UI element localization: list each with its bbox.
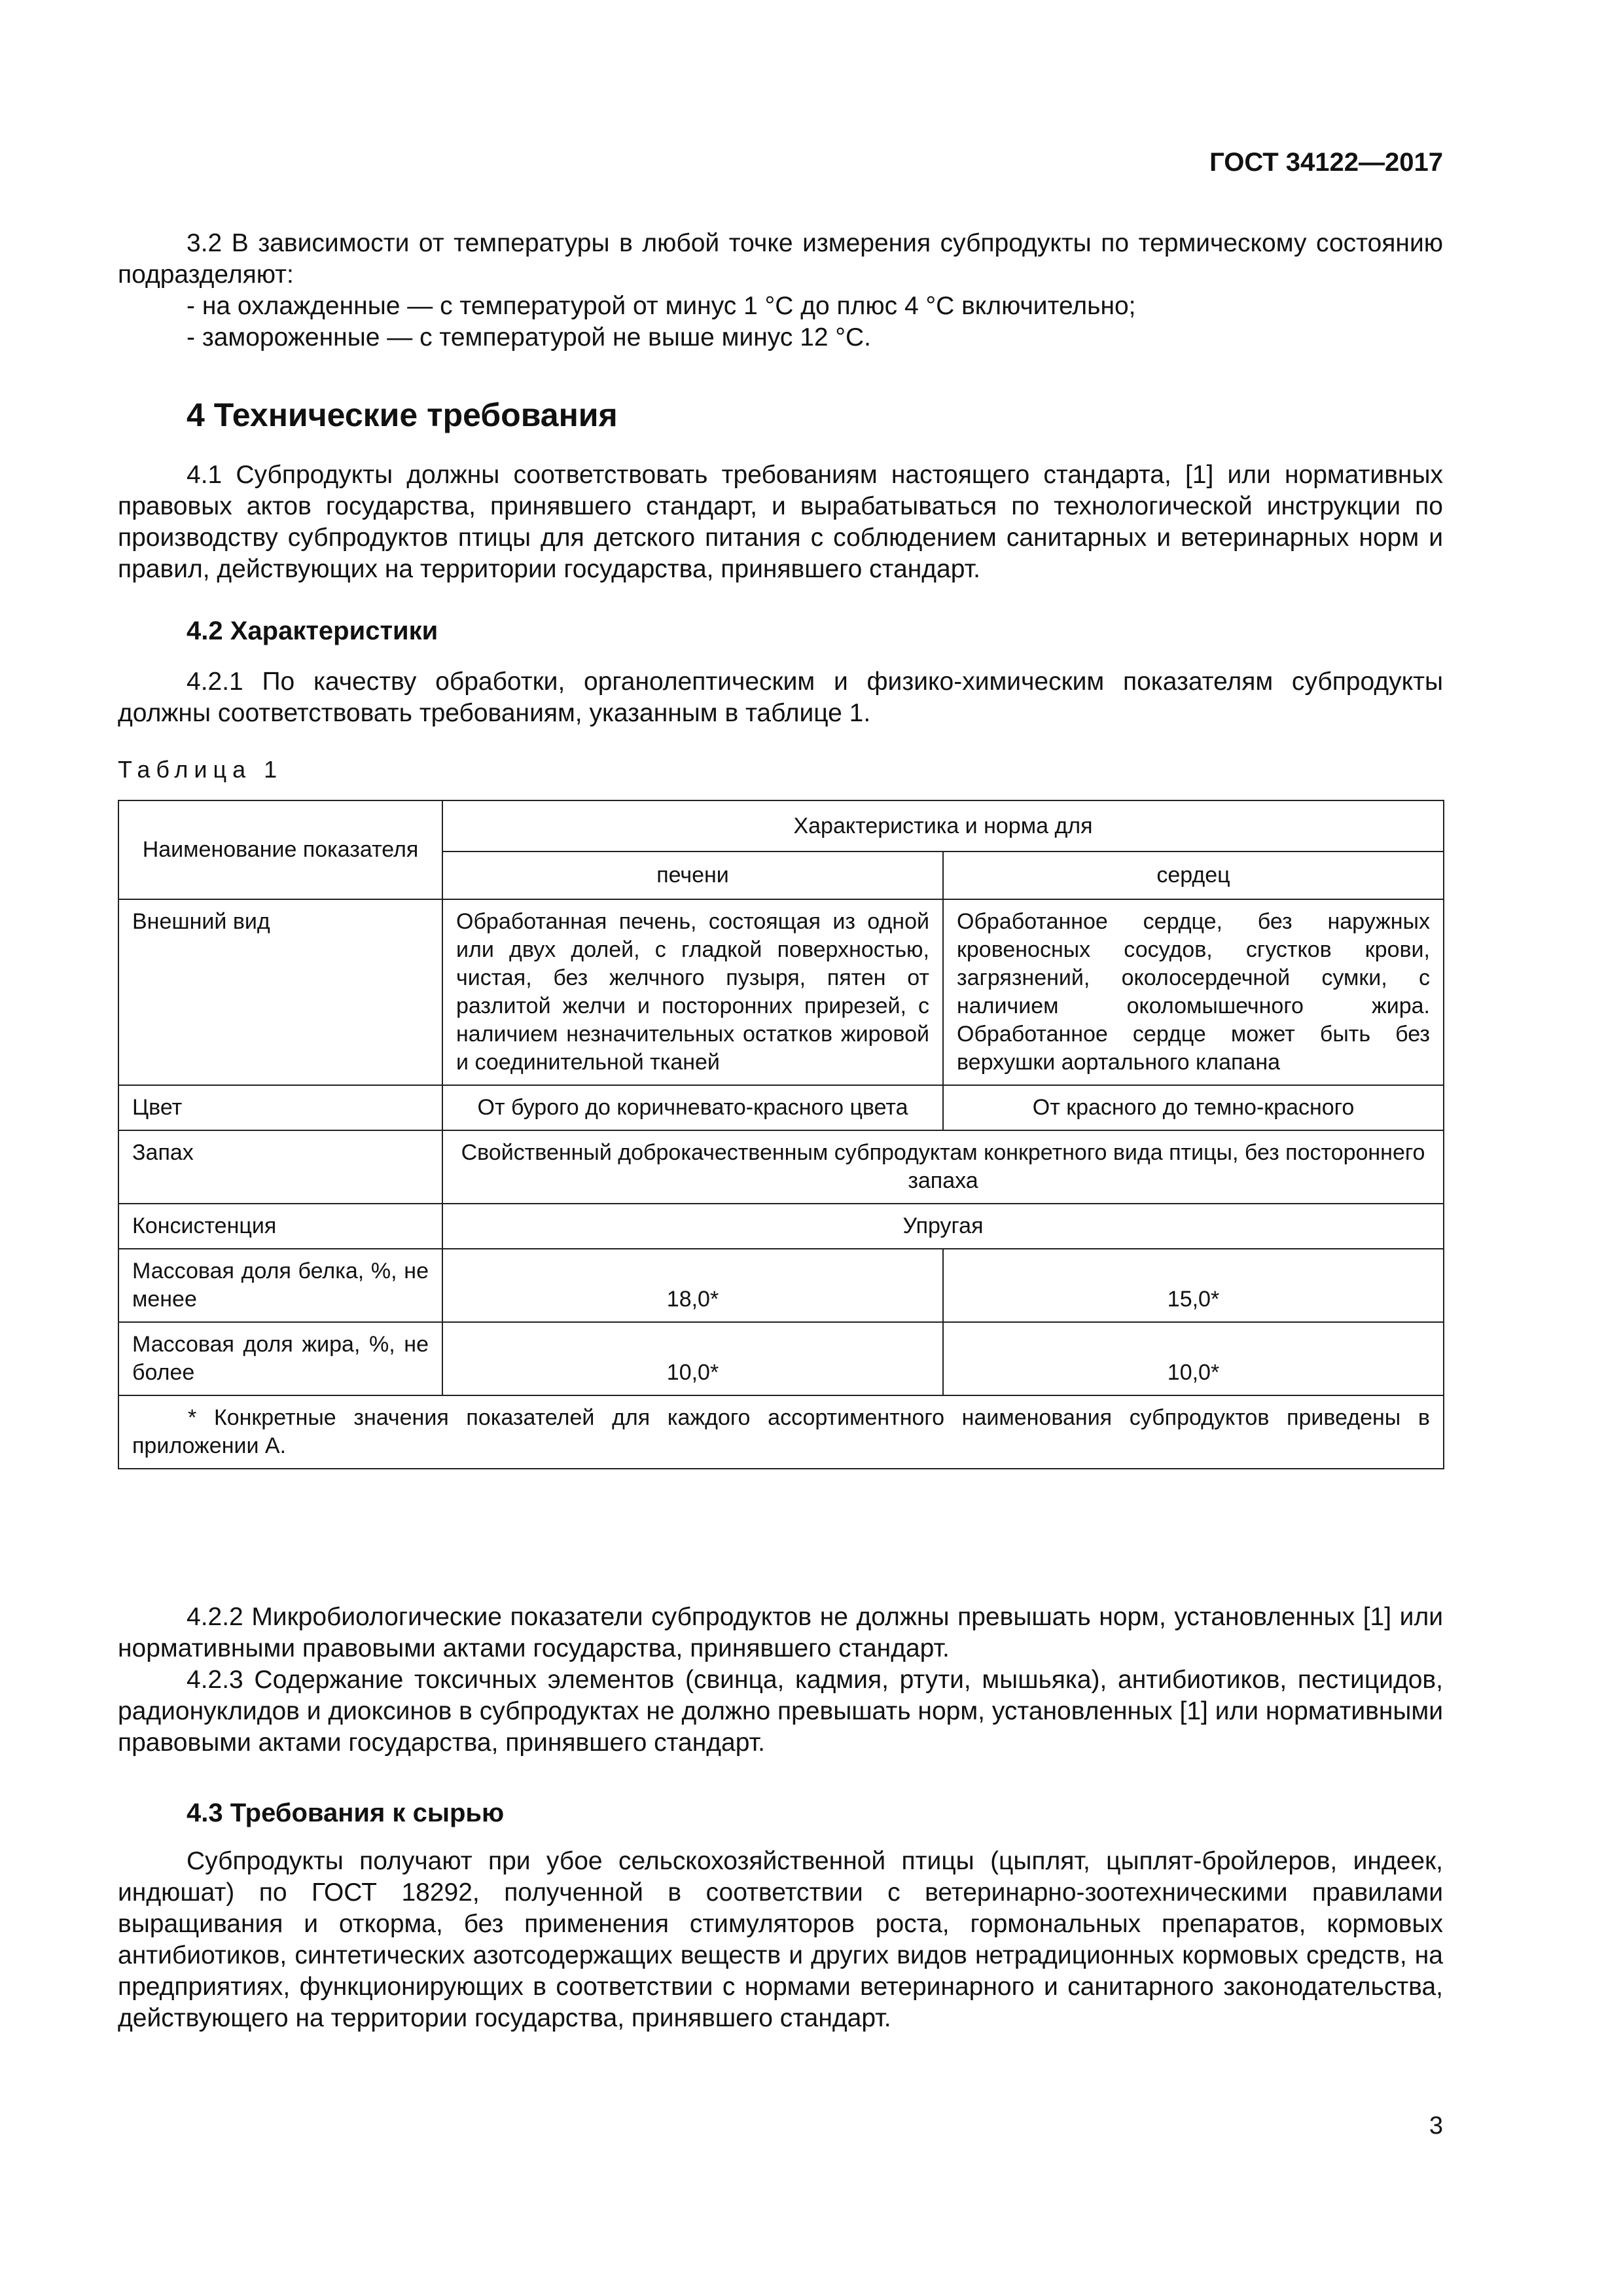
page-number: 3: [1429, 2112, 1443, 2140]
paragraph-4-2-2: 4.2.2 Микробиологические показатели субпродуктов не должны превышать норм, установленных [1] или нормативными правовыми актами государства, принявшего стандарт.: [118, 1603, 1443, 1662]
section-4-3-title: 4.3 Требования к сырью: [187, 1799, 505, 1827]
row-protein-name: Массовая доля белка, %, не менее: [118, 1249, 442, 1322]
row-consistency-value: Упругая: [442, 1204, 1444, 1249]
row-fat-name: Массовая доля жира, %, не более: [118, 1322, 442, 1395]
paragraph-4-1: 4.1 Субпродукты должны соответствовать требованиям настоящего стандарта, [1] или нормативных правовых актов государства, принявшего стандарт, и вырабатываться по технологической инструкции по производству субпродуктов птицы для детского питания с соблюдением санитарных и ветеринарных норм и правил, действующих на территории государства, принявшего стандарт.: [118, 461, 1443, 583]
row-fat-heart: 10,0*: [943, 1322, 1444, 1395]
header-heart: сердец: [943, 852, 1444, 899]
row-color-name: Цвет: [118, 1085, 442, 1130]
section-4-title: 4 Технические требования: [187, 397, 618, 433]
table-1: [118, 800, 1443, 1469]
section-3-2: [118, 228, 1443, 353]
row-color-heart: От красного до темно-красного: [943, 1085, 1444, 1130]
row-fat-liver: 10,0*: [442, 1322, 943, 1395]
table-footnote: * Конкретные значения показателей для каждого ассортиментного наименования субпродуктов приведены в приложении А.: [118, 1395, 1444, 1469]
row-appearance-name: Внешний вид: [118, 899, 442, 1085]
document-page: [118, 0, 1443, 2296]
row-color-liver: От бурого до коричневато-красного цвета: [442, 1085, 943, 1130]
header-characteristic-group: Характеристика и норма для: [442, 800, 1444, 852]
header-liver: печени: [442, 852, 943, 899]
table-row: [118, 1249, 1444, 1322]
row-smell-name: Запах: [118, 1130, 442, 1204]
section-3-2-intro: 3.2 В зависимости от температуры в любой точке измерения субпродукты по термическому состоянию подразделяют:: [118, 229, 1443, 289]
row-smell-value: Свойственный доброкачественным субпродуктам конкретного вида птицы, без постороннего запаха: [442, 1130, 1444, 1204]
row-appearance-liver: Обработанная печень, состоящая из одной или двух долей, с гладкой поверхностью, чистая, без желчного пузыря, пятен от разлитой желчи и посторонних прирезей, с наличием незначительных остатков жировой и соединительной тканей: [442, 899, 943, 1085]
row-protein-liver: 18,0*: [442, 1249, 943, 1322]
table-row: [118, 1085, 1444, 1130]
table-row: [118, 1130, 1444, 1204]
section-4-2-rest: [118, 1602, 1443, 1759]
row-appearance-heart: Обработанное сердце, без наружных кровеносных сосудов, сгустков крови, загрязнений, околосердечной сумки, с наличием околомышечного жира. Обработанное сердце может быть без верхушки аортального клапана: [943, 899, 1444, 1085]
paragraph-4-2-1: 4.2.1 По качеству обработки, органолептическим и физико-химическим показателям субпродукты должны соответствовать требованиям, указанным в таблице 1.: [118, 668, 1443, 727]
paragraph-4-3: Субпродукты получают при убое сельскохозяйственной птицы (цыплят, цыплят-бройлеров, индеек, индюшат) по ГОСТ 18292, полученной в соответствии с ветеринарно-зоотехническими правилами выращивания и откорма, без применения стимуляторов роста, гормональных препаратов, кормовых антибиотиков, синтетических азотсодержащих веществ и других видов нетрадиционных кормовых средств, на предприятиях, функционирующих в соответствии с нормами ветеринарного и санитарного законодательства, действующего на территории государства, принявшего стандарт.: [118, 1847, 1443, 2032]
table-row: [118, 1204, 1444, 1249]
table-footnote-row: [118, 1395, 1444, 1469]
table-caption: Таблица 1: [118, 756, 283, 783]
section-3-2-item-chilled: - на охлажденные — с температурой от минус 1 °С до плюс 4 °С включительно;: [187, 292, 1136, 320]
row-protein-heart: 15,0*: [943, 1249, 1444, 1322]
paragraph-4-2-3: 4.2.3 Содержание токсичных элементов (свинца, кадмия, ртути, мышьяка), антибиотиков, пестицидов, радионуклидов и диоксинов в субпродуктах не должно превышать норм, установленных [1] или нормативными правовыми актами государства, принявшего стандарт.: [118, 1666, 1443, 1757]
table-row: [118, 1322, 1444, 1395]
standard-code: ГОСТ 34122—2017: [1209, 148, 1443, 177]
header-indicator: Наименование показателя: [118, 800, 442, 899]
section-3-2-item-frozen: - замороженные — с температурой не выше минус 12 °С.: [187, 323, 872, 351]
row-consistency-name: Консистенция: [118, 1204, 442, 1249]
section-4-2-title: 4.2 Характеристики: [187, 617, 438, 645]
table-row: [118, 899, 1444, 1085]
